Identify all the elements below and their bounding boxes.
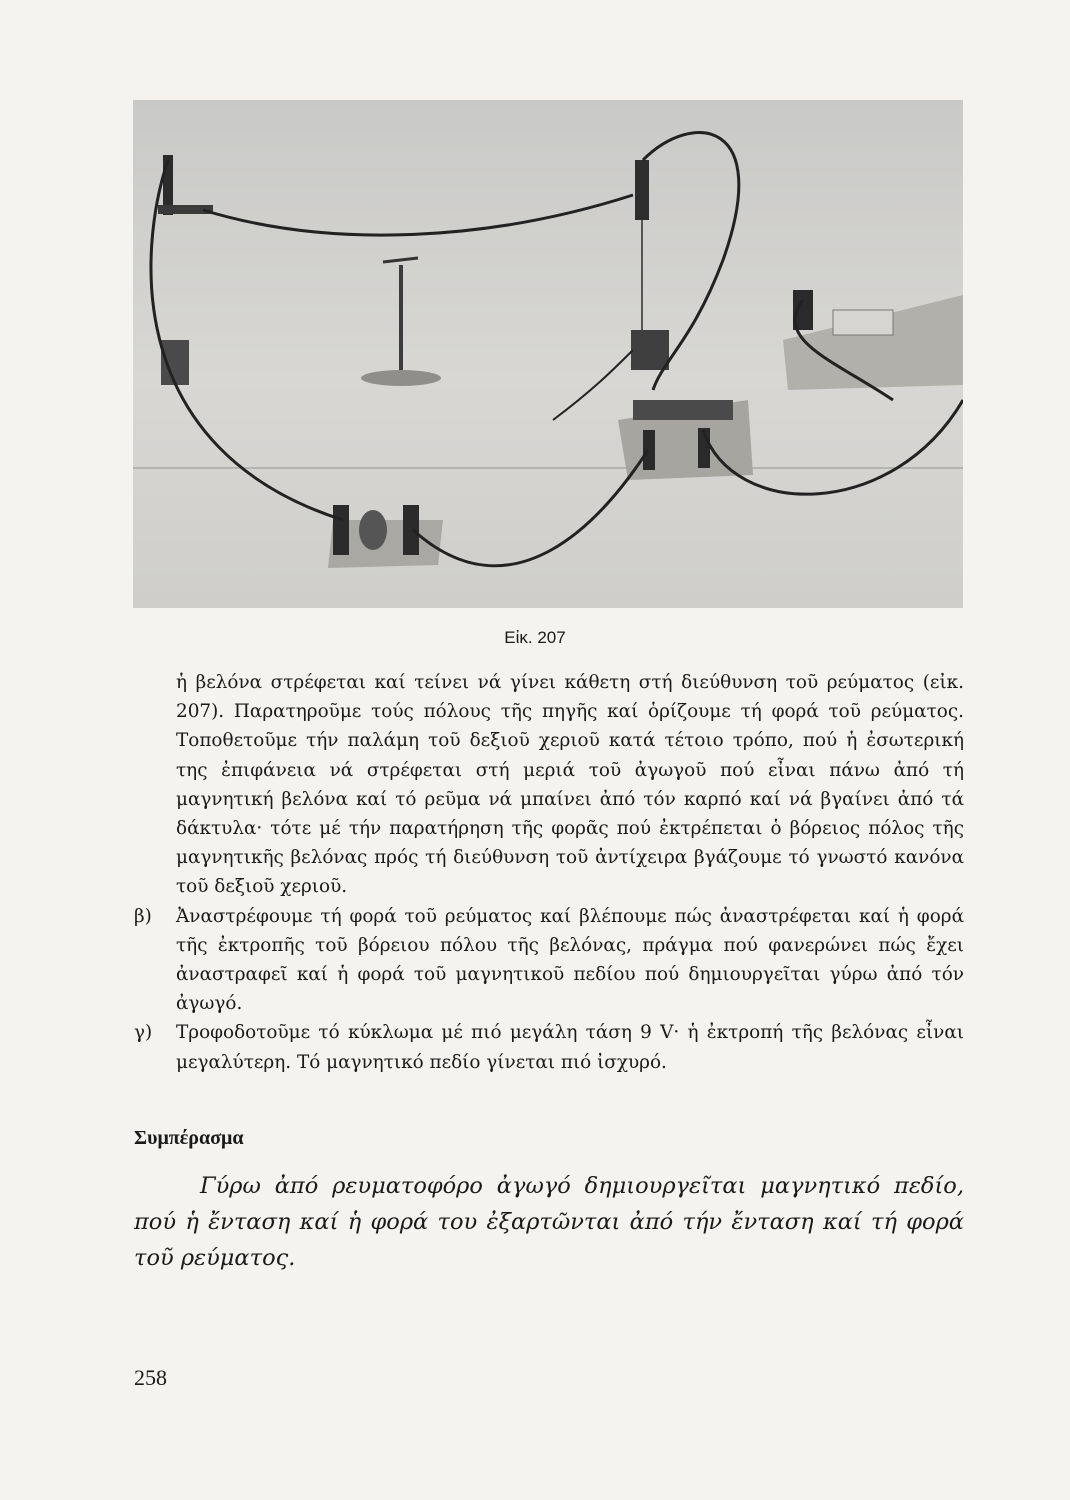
item-label: β)	[134, 905, 152, 927]
figure-caption: Εἰκ. 207	[504, 628, 566, 647]
section-title: Συμπέρασμα	[134, 1127, 244, 1149]
item-label: γ)	[134, 1022, 153, 1044]
circuit-apparatus-photo	[133, 100, 963, 608]
conclusion-text: Γύρω ἀπό ρευματοφόρο ἀγωγό δημιουργεῖται μαγνητικό πεδίο, πού ἡ ἔνταση καί ἡ φορά του ἐξαρτῶνται ἀπό τήν ἔνταση καί τή φορά τοῦ ρεύματος.	[134, 1173, 964, 1271]
page-number: 258	[134, 1365, 167, 1390]
list-item	[134, 902, 964, 1019]
list-item	[134, 1018, 964, 1076]
item-text: Τροφοδοτοῦμε τό κύκλωμα μέ πιό μεγάλη τάση 9 V· ἡ ἐκτροπή τῆς βελόνας εἶναι μεγαλύτερη. Τό μαγνητικό πεδίο γίνεται πιό ἰσχυρό.	[176, 1022, 964, 1073]
item-text: Ἀναστρέφουμε τή φορά τοῦ ρεύματος καί βλέπουμε πώς ἀναστρέφεται καί ἡ φορά τῆς ἐκτροπῆς τοῦ βόρειου πόλου τῆς βελόνας, πράγμα πού φανερώνει πώς ἔχει ἀναστραφεῖ καί ἡ φορά τοῦ μαγνητικοῦ πεδίου πού δημιουργεῖται γύρω ἀπό τόν ἀγωγό.	[176, 905, 964, 1015]
figure-photo	[133, 100, 963, 608]
body-text	[134, 668, 964, 1077]
paragraph: ἡ βελόνα στρέφεται καί τείνει νά γίνει κάθετη στή διεύθυνση τοῦ ρεύματος (εἰκ. 207). Παρατηροῦμε τούς πόλους τῆς πηγῆς καί ὁρίζουμε τή φορά τοῦ ρεύματος. Τοποθετοῦμε τήν παλάμη τοῦ δεξιοῦ χεριοῦ κατά τέτοιο τρόπο, πού ἡ ἐσωτερική της ἐπιφάνεια νά στρέφεται στή μεριά τοῦ ἀγωγοῦ πού εἶναι πάνω ἀπό τή μαγνητική βελόνα καί τό ρεῦμα νά μπαίνει ἀπό τόν καρπό καί νά βγαίνει ἀπό τά δάκτυλα· τότε μέ τήν παρατήρηση τῆς φορᾶς πού ἐκτρέπεται ὁ βόρειος πόλος τῆς μαγνητικῆς βελόνας πρός τή διεύθυνση τοῦ ἀντίχειρα βγάζουμε τό γνωστό κανόνα τοῦ δεξιοῦ χεριοῦ.	[176, 672, 964, 898]
